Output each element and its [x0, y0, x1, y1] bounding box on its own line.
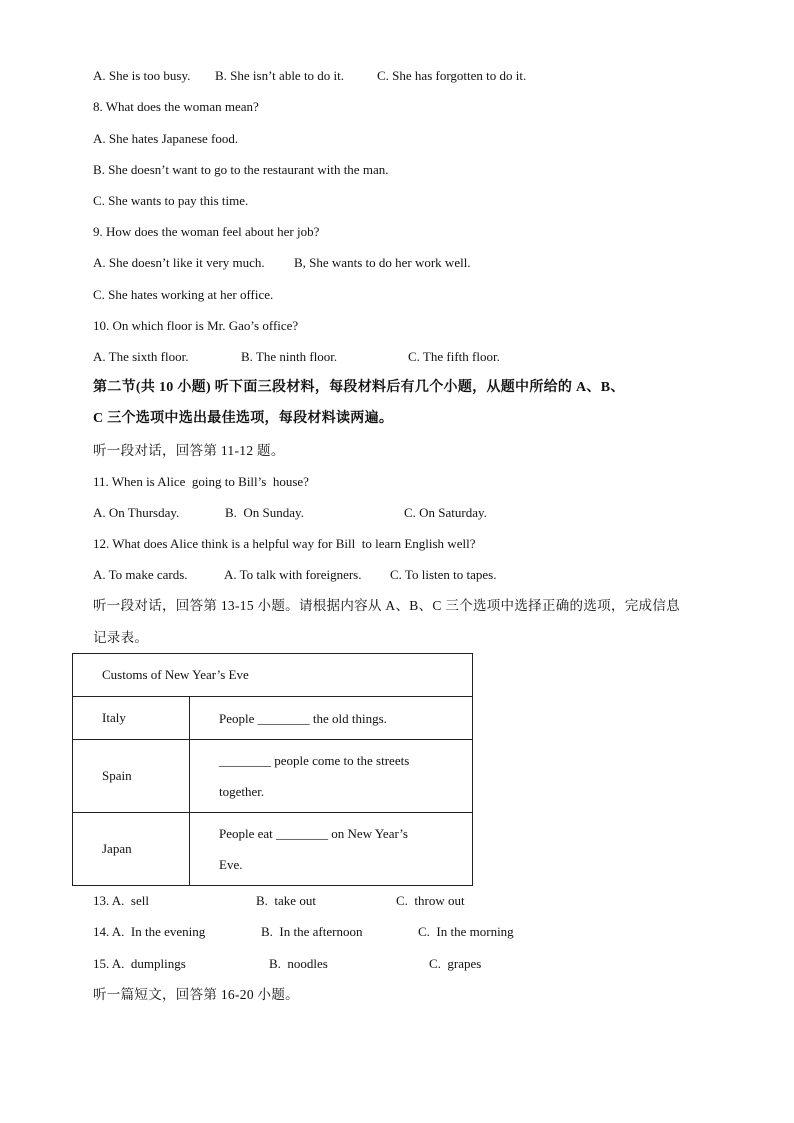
q14-options	[93, 924, 733, 940]
table-row	[73, 740, 473, 813]
q12-options	[93, 567, 733, 583]
q12-question: 12. What does Alice think is a helpful way for Bill to learn English well?	[93, 536, 476, 551]
q15-option-b: B. noodles	[269, 956, 328, 971]
custom-text-line1: People ________ the old things.	[219, 710, 387, 726]
q10-question: 10. On which floor is Mr. Gao’s office?	[93, 318, 299, 333]
table-row	[73, 813, 473, 886]
custom-text-line1: People eat ________ on New Year’s	[219, 826, 408, 841]
q8-option-a: A. She hates Japanese food.	[93, 131, 239, 146]
q14-option-c: C. In the morning	[418, 924, 514, 939]
table-title: Customs of New Year’s Eve	[102, 667, 249, 682]
q9-option-c: C. She hates working at her office.	[93, 287, 274, 302]
q11-options	[93, 505, 733, 521]
q12-option-b: A. To talk with foreigners.	[224, 567, 362, 582]
country-cell	[73, 697, 190, 740]
q9-option-a: A. She doesn’t like it very much.	[93, 255, 265, 270]
q10-options	[93, 349, 733, 365]
q14-option-b: B. In the afternoon	[261, 924, 363, 939]
q12-option-a: A. To make cards.	[93, 567, 188, 582]
table-header-row	[73, 654, 473, 697]
custom-cell	[190, 813, 473, 886]
q15-option-a: 15. A. dumplings	[93, 956, 186, 971]
q7-option-c: C. She has forgotten to do it.	[377, 68, 527, 83]
table-row	[73, 697, 473, 740]
q15-option-c: C. grapes	[429, 956, 482, 971]
country-name: Italy	[102, 710, 126, 725]
dialog2-intro-line1: 听一段对话，回答第 13-15 小题。请根据内容从 A、B、C 三个选项中选择正确的选项，完成信息	[93, 598, 680, 613]
custom-cell	[190, 697, 473, 740]
custom-text-line2: Eve.	[219, 857, 243, 872]
custom-text-line2: together.	[219, 784, 265, 799]
section2-heading-line2: C 三个选项中选出最佳选项，每段材料读两遍。	[93, 411, 394, 426]
custom-cell	[190, 740, 473, 813]
q10-option-a: A. The sixth floor.	[93, 349, 189, 364]
section2-heading-line1: 第二节(共 10 小题) 听下面三段材料，每段材料后有几个小题，从题中所给的 A、B、	[93, 380, 625, 395]
q7-options	[93, 68, 733, 84]
customs-table	[72, 653, 473, 886]
country-name: Japan	[102, 841, 132, 856]
dialog2-intro-line2: 记录表。	[93, 630, 149, 645]
custom-text-line1: ________ people come to the streets	[219, 753, 410, 768]
passage-intro: 听一篇短文，回答第 16-20 小题。	[93, 987, 299, 1002]
q13-option-b: B. take out	[256, 893, 316, 908]
q9-question: 9. How does the woman feel about her job?	[93, 224, 320, 239]
q8-question: 8. What does the woman mean?	[93, 99, 259, 114]
q11-option-b: B. On Sunday.	[225, 505, 304, 520]
q8-option-b: B. She doesn’t want to go to the restaurant with the man.	[93, 162, 389, 177]
q11-question: 11. When is Alice going to Bill’s house?	[93, 474, 309, 489]
country-cell	[73, 813, 190, 886]
q11-option-c: C. On Saturday.	[404, 505, 487, 520]
q11-option-a: A. On Thursday.	[93, 505, 180, 520]
q10-option-c: C. The fifth floor.	[408, 349, 500, 364]
dialog1-intro: 听一段对话，回答第 11-12 题。	[93, 443, 285, 458]
q13-option-c: C. throw out	[396, 893, 465, 908]
q13-option-a: 13. A. sell	[93, 893, 149, 908]
q10-option-b: B. The ninth floor.	[241, 349, 338, 364]
q7-option-b: B. She isn’t able to do it.	[215, 68, 345, 83]
q13-options	[93, 893, 733, 909]
table-title-cell	[73, 654, 473, 697]
country-name: Spain	[102, 768, 132, 783]
q8-option-c: C. She wants to pay this time.	[93, 193, 249, 208]
q9-options-ab	[93, 255, 733, 271]
q12-option-c: C. To listen to tapes.	[390, 567, 497, 582]
q9-option-b: B, She wants to do her work well.	[294, 255, 471, 270]
q15-options	[93, 956, 733, 972]
country-cell	[73, 740, 190, 813]
q14-option-a: 14. A. In the evening	[93, 924, 206, 939]
q7-option-a: A. She is too busy.	[93, 68, 191, 83]
